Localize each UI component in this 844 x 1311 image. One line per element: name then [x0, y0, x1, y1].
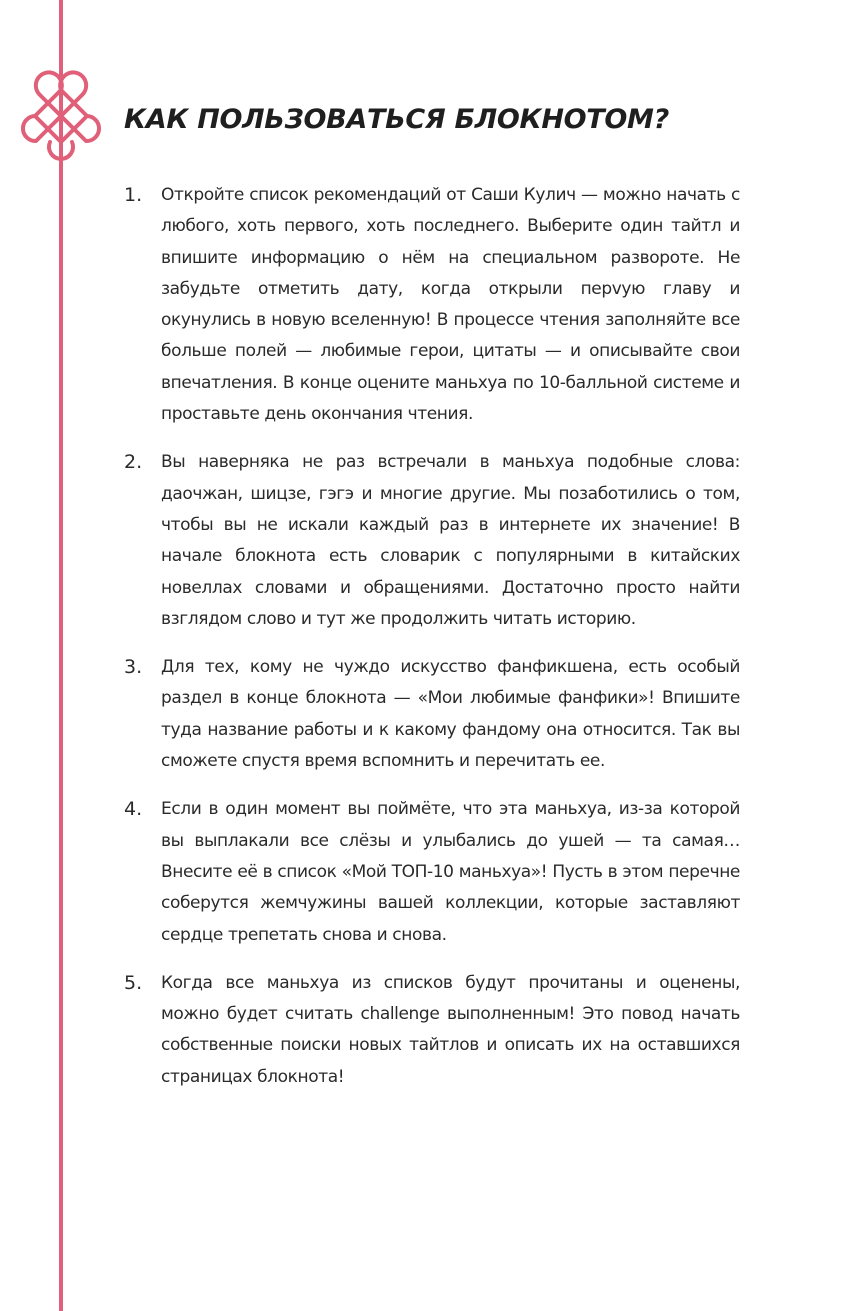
page-title: КАК ПОЛЬЗОВАТЬСЯ БЛОКНОТОМ? [124, 104, 669, 135]
list-item [124, 180, 740, 430]
item-text: Для тех, кому не чуждо искусство фанфикшена, есть особый раздел в конце блокнота — «Мои любимые фанфики»! Впишите туда название работы и к какому фандому она относится. Так вы сможете спустя время вспомнить и перечитать ее. [161, 657, 740, 772]
item-number: 3. [124, 656, 143, 679]
instructions-list [124, 180, 740, 1110]
list-item [124, 794, 740, 950]
list-item [124, 652, 740, 777]
item-text: Вы наверняка не раз встречали в маньхуа подобные слова: даочжан, шицзе, гэгэ и многие другие. Мы позаботились о том, чтобы вы не искали каждый раз в интернете их значение! В начале блокнота есть словарик с популярными в китайских новеллах словами и обращениями. Достаточно просто найти взглядом слово и тут же продолжить читать историю. [161, 452, 740, 629]
item-number: 2. [124, 451, 143, 474]
list-item [124, 968, 740, 1093]
endless-knot-icon [20, 62, 102, 186]
vertical-accent-line [59, 0, 63, 1311]
item-number: 1. [124, 184, 143, 206]
item-text: Если в один момент вы поймёте, что эта маньхуа, из-за которой вы выплакали все слёзы и улыбались до ушей — та самая… Внесите её в список «Мой ТОП-10 маньхуа»! Пусть в этом перечне соберутся жемчужины вашей коллекции, которые заставляют сердце трепетать снова и снова. [161, 799, 740, 945]
item-text: Откройте список рекомендаций от Саши Кулич — можно начать с любого, хоть первого, хоть последнего. Выберите один тайтл и впишите информацию о нём на специальном развороте. Не забудьте отметить дату, когда открыли перvую главу и окунулись в новую вселенную! В процессе чтения заполняйте все больше полей — любимые герои, цитаты — и описывайте свои впечатления. В конце оцените маньхуа по 10-балльной системе и проставьте день окончания чтения. [161, 185, 740, 425]
item-number: 5. [124, 971, 143, 994]
item-text: Когда все маньхуа из списков будут прочитаны и оценены, можно будет считать challenge выполненным! Это повод начать собственные поиски новых тайтлов и описать их на оставшихся страницах блокнота! [161, 972, 740, 1087]
list-item [124, 447, 740, 635]
item-number: 4. [124, 798, 143, 821]
